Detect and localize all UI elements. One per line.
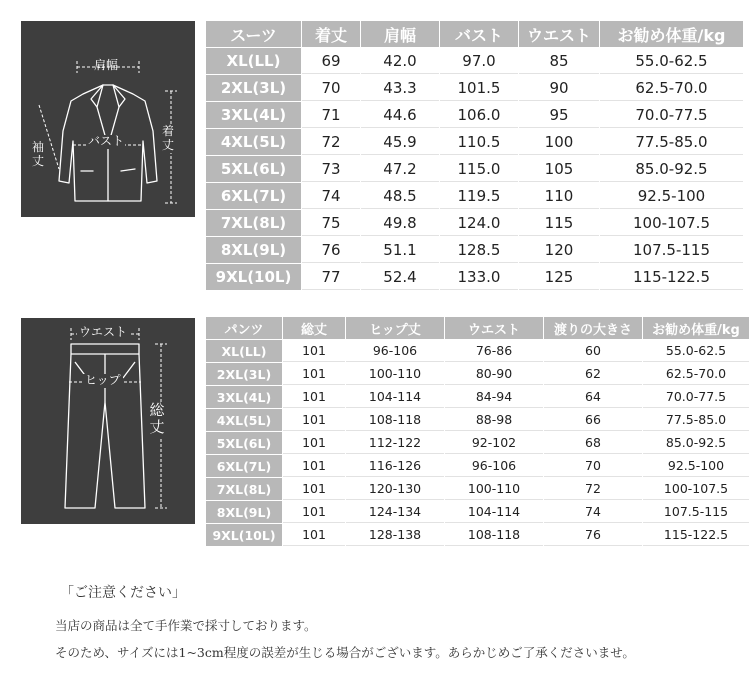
header-cell: 渡りの大きさ xyxy=(544,317,642,339)
table-cell: 101 xyxy=(283,363,345,385)
table-row xyxy=(206,478,749,500)
table-cell: 112-122 xyxy=(346,432,444,454)
length-label: 着丈 xyxy=(161,124,174,152)
table-row xyxy=(206,183,743,209)
table-cell: 55.0-62.5 xyxy=(643,340,749,362)
table-row xyxy=(206,129,743,155)
table-cell: 128-138 xyxy=(346,524,444,546)
table-cell: 66 xyxy=(544,409,642,431)
table-cell: 92.5-100 xyxy=(643,455,749,477)
notice-line-2: そのため、サイズには1~3cm程度の誤差が生じる場合がございます。あらかじめご了承くださいませ。 xyxy=(55,645,635,660)
table-cell: 62.5-70.0 xyxy=(600,75,743,101)
table-cell: 76 xyxy=(302,237,360,263)
table-cell: 115 xyxy=(519,210,599,236)
size-label-cell: 4XL(5L) xyxy=(206,129,301,155)
table-cell: 101 xyxy=(283,340,345,362)
table-cell: 73 xyxy=(302,156,360,182)
table-cell: 95 xyxy=(519,102,599,128)
notice-title: 「ご注意ください」 xyxy=(60,585,186,601)
size-label-cell: 3XL(4L) xyxy=(206,386,282,408)
table-cell: 51.1 xyxy=(361,237,439,263)
table-cell: 101.5 xyxy=(440,75,518,101)
header-cell: お勧め体重/kg xyxy=(643,317,749,339)
table-row xyxy=(206,432,749,454)
waist-label: ウエスト xyxy=(79,325,128,339)
table-cell: 106.0 xyxy=(440,102,518,128)
table-cell: 68 xyxy=(544,432,642,454)
shoulder-label: 肩幅 xyxy=(94,58,119,72)
table-cell: 60 xyxy=(544,340,642,362)
header-cell: パンツ xyxy=(206,317,282,339)
table-cell: 101 xyxy=(283,455,345,477)
bust-label: バスト xyxy=(88,134,125,148)
table-cell: 125 xyxy=(519,264,599,290)
table-cell: 49.8 xyxy=(361,210,439,236)
table-row xyxy=(206,501,749,523)
table-cell: 74 xyxy=(302,183,360,209)
table-cell: 48.5 xyxy=(361,183,439,209)
size-label-cell: 6XL(7L) xyxy=(206,455,282,477)
size-label-cell: 5XL(6L) xyxy=(206,156,301,182)
sleeve-label: 袖丈 xyxy=(31,140,44,168)
table-cell: 101 xyxy=(283,524,345,546)
table-cell: 133.0 xyxy=(440,264,518,290)
table-cell: 107.5-115 xyxy=(643,501,749,523)
table-cell: 100-110 xyxy=(445,478,543,500)
size-label-cell: 9XL(10L) xyxy=(206,524,282,546)
table-cell: 62 xyxy=(544,363,642,385)
table-cell: 108-118 xyxy=(445,524,543,546)
table-cell: 115-122.5 xyxy=(643,524,749,546)
header-cell: ヒップ丈 xyxy=(346,317,444,339)
jacket-header-row xyxy=(206,21,743,47)
size-label-cell: 2XL(3L) xyxy=(206,75,301,101)
jacket-icon xyxy=(21,21,195,217)
size-label-cell: 6XL(7L) xyxy=(206,183,301,209)
table-cell: 110.5 xyxy=(440,129,518,155)
table-cell: 43.3 xyxy=(361,75,439,101)
table-cell: 75 xyxy=(302,210,360,236)
table-cell: 120-130 xyxy=(346,478,444,500)
table-cell: 100-107.5 xyxy=(600,210,743,236)
table-cell: 124.0 xyxy=(440,210,518,236)
table-row xyxy=(206,363,749,385)
table-row xyxy=(206,75,743,101)
table-cell: 96-106 xyxy=(445,455,543,477)
table-cell: 107.5-115 xyxy=(600,237,743,263)
table-cell: 76 xyxy=(544,524,642,546)
pants-diagram xyxy=(21,318,195,524)
table-cell: 96-106 xyxy=(346,340,444,362)
size-label-cell: XL(LL) xyxy=(206,48,301,74)
table-cell: 97.0 xyxy=(440,48,518,74)
table-row xyxy=(206,409,749,431)
table-cell: 74 xyxy=(544,501,642,523)
pants-size-table xyxy=(205,316,750,547)
table-cell: 77.5-85.0 xyxy=(600,129,743,155)
table-cell: 42.0 xyxy=(361,48,439,74)
table-cell: 72 xyxy=(544,478,642,500)
table-cell: 85.0-92.5 xyxy=(643,432,749,454)
table-cell: 77 xyxy=(302,264,360,290)
table-cell: 104-114 xyxy=(445,501,543,523)
table-cell: 119.5 xyxy=(440,183,518,209)
header-cell: ウエスト xyxy=(519,21,599,47)
table-cell: 85 xyxy=(519,48,599,74)
table-cell: 52.4 xyxy=(361,264,439,290)
table-cell: 77.5-85.0 xyxy=(643,409,749,431)
table-cell: 105 xyxy=(519,156,599,182)
table-row xyxy=(206,210,743,236)
table-cell: 44.6 xyxy=(361,102,439,128)
table-cell: 62.5-70.0 xyxy=(643,363,749,385)
size-label-cell: XL(LL) xyxy=(206,340,282,362)
header-cell: 肩幅 xyxy=(361,21,439,47)
table-cell: 80-90 xyxy=(445,363,543,385)
header-cell: スーツ xyxy=(206,21,301,47)
table-row xyxy=(206,455,749,477)
size-label-cell: 8XL(9L) xyxy=(206,237,301,263)
table-cell: 70.0-77.5 xyxy=(643,386,749,408)
table-cell: 72 xyxy=(302,129,360,155)
table-cell: 70 xyxy=(302,75,360,101)
table-cell: 116-126 xyxy=(346,455,444,477)
table-cell: 101 xyxy=(283,432,345,454)
size-label-cell: 2XL(3L) xyxy=(206,363,282,385)
table-row xyxy=(206,237,743,263)
table-cell: 115-122.5 xyxy=(600,264,743,290)
table-cell: 101 xyxy=(283,478,345,500)
table-cell: 84-94 xyxy=(445,386,543,408)
table-cell: 101 xyxy=(283,501,345,523)
size-label-cell: 3XL(4L) xyxy=(206,102,301,128)
size-label-cell: 7XL(8L) xyxy=(206,478,282,500)
table-cell: 45.9 xyxy=(361,129,439,155)
table-cell: 100 xyxy=(519,129,599,155)
table-row xyxy=(206,524,749,546)
jacket-diagram xyxy=(21,21,195,217)
table-cell: 69 xyxy=(302,48,360,74)
table-row xyxy=(206,102,743,128)
table-cell: 100-107.5 xyxy=(643,478,749,500)
table-cell: 110 xyxy=(519,183,599,209)
table-cell: 108-118 xyxy=(346,409,444,431)
size-label-cell: 8XL(9L) xyxy=(206,501,282,523)
jacket-size-table xyxy=(205,20,744,291)
table-row xyxy=(206,340,749,362)
table-cell: 64 xyxy=(544,386,642,408)
size-label-cell: 7XL(8L) xyxy=(206,210,301,236)
header-cell: お勧め体重/kg xyxy=(600,21,743,47)
table-cell: 47.2 xyxy=(361,156,439,182)
table-cell: 92.5-100 xyxy=(600,183,743,209)
header-cell: 着丈 xyxy=(302,21,360,47)
table-row xyxy=(206,48,743,74)
table-row xyxy=(206,156,743,182)
header-cell: ウエスト xyxy=(445,317,543,339)
table-cell: 71 xyxy=(302,102,360,128)
size-label-cell: 9XL(10L) xyxy=(206,264,301,290)
table-cell: 85.0-92.5 xyxy=(600,156,743,182)
notice-line-1: 当店の商品は全て手作業で採寸しております。 xyxy=(55,618,317,633)
table-cell: 70 xyxy=(544,455,642,477)
size-label-cell: 5XL(6L) xyxy=(206,432,282,454)
table-cell: 100-110 xyxy=(346,363,444,385)
table-cell: 128.5 xyxy=(440,237,518,263)
size-label-cell: 4XL(5L) xyxy=(206,409,282,431)
hip-label: ヒップ xyxy=(85,373,121,387)
header-cell: バスト xyxy=(440,21,518,47)
table-cell: 55.0-62.5 xyxy=(600,48,743,74)
table-row xyxy=(206,386,749,408)
length-label: 総丈 xyxy=(149,401,165,437)
table-cell: 70.0-77.5 xyxy=(600,102,743,128)
table-cell: 92-102 xyxy=(445,432,543,454)
table-cell: 88-98 xyxy=(445,409,543,431)
table-cell: 101 xyxy=(283,409,345,431)
pants-icon xyxy=(21,318,195,524)
table-row xyxy=(206,264,743,290)
table-cell: 90 xyxy=(519,75,599,101)
table-cell: 104-114 xyxy=(346,386,444,408)
header-cell: 総丈 xyxy=(283,317,345,339)
table-cell: 101 xyxy=(283,386,345,408)
table-cell: 120 xyxy=(519,237,599,263)
pants-header-row xyxy=(206,317,749,339)
table-cell: 115.0 xyxy=(440,156,518,182)
table-cell: 76-86 xyxy=(445,340,543,362)
table-cell: 124-134 xyxy=(346,501,444,523)
